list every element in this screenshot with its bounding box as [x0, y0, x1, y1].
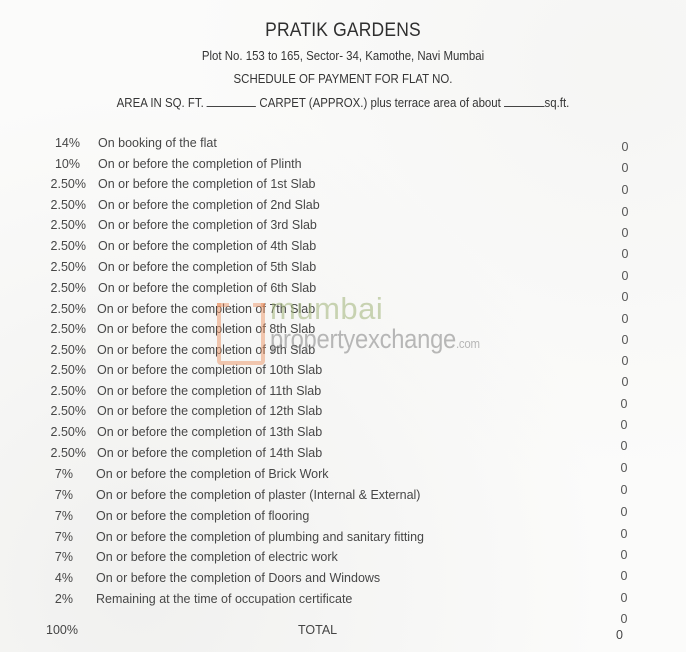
row-description: On or before the completion of 12th Slab	[97, 404, 323, 418]
row-amount: 0	[620, 548, 628, 562]
row-amount: 0	[621, 247, 629, 261]
total-label: TOTAL	[298, 623, 338, 637]
watermark-propertyexchange-text: propertyexchange	[270, 324, 456, 354]
row-amount: 0	[621, 375, 629, 389]
row-description: On or before the completion of 11th Slab	[97, 384, 322, 398]
schedule-row	[0, 281, 686, 304]
schedule-row	[0, 157, 686, 177]
row-percent: 2.50%	[50, 446, 86, 460]
row-description: On or before the completion of 5th Slab	[98, 260, 317, 274]
row-amount: 0	[620, 612, 628, 626]
row-description: On or before the completion of 7th Slab	[97, 302, 316, 316]
schedule-row	[0, 177, 686, 197]
row-description: On or before the completion of plumbing and sanitary fitting	[96, 530, 424, 544]
row-amount: 0	[621, 161, 629, 175]
schedule-row	[0, 322, 686, 347]
row-description: On or before the completion of 1st Slab	[98, 177, 316, 191]
schedule-row	[0, 260, 686, 283]
row-description: On or before the completion of flooring	[96, 509, 310, 523]
row-percent: 2.50%	[50, 404, 86, 418]
row-amount: 0	[620, 569, 628, 583]
row-description: On or before the completion of 2nd Slab	[98, 198, 320, 212]
watermark-tld: .com	[455, 336, 480, 351]
area-line	[41, 94, 645, 110]
row-description: On or before the completion of 10th Slab	[97, 363, 323, 377]
area-middle: CARPET (APPROX.) plus terrace area of about	[259, 95, 501, 110]
row-percent: 2.50%	[50, 218, 86, 232]
project-address: Plot No. 153 to 165, Sector- 34, Kamothe, Navi Mumbai	[201, 48, 485, 63]
row-amount: 0	[620, 505, 628, 519]
row-description: On or before the completion of 3rd Slab	[98, 218, 317, 232]
row-amount: 0	[620, 591, 628, 605]
schedule-row	[0, 592, 686, 626]
row-amount: 0	[621, 205, 629, 219]
row-percent: 7%	[54, 467, 73, 481]
row-percent: 2.50%	[50, 302, 86, 316]
row-percent: 2.50%	[50, 384, 86, 398]
row-amount: 0	[621, 354, 629, 368]
schedule-title: SCHEDULE OF PAYMENT FOR FLAT NO.	[233, 71, 453, 86]
row-description: On or before the completion of 9th Slab	[97, 343, 316, 357]
schedule-row	[0, 136, 686, 156]
row-description: On or before the completion of electric work	[96, 550, 338, 564]
row-amount: 0	[621, 312, 629, 326]
schedule-row	[0, 302, 686, 326]
row-description: On or before the completion of 13th Slab	[97, 425, 323, 439]
row-percent: 14%	[54, 136, 80, 150]
row-percent: 7%	[54, 530, 73, 544]
watermark-mumbai: mumbai	[270, 291, 384, 326]
row-amount: 0	[620, 483, 628, 497]
row-percent: 10%	[54, 157, 80, 171]
row-percent: 2.50%	[50, 322, 86, 336]
row-description: On or before the completion of 14th Slab	[97, 446, 323, 460]
schedule-row	[0, 218, 686, 238]
row-amount: 0	[621, 140, 629, 154]
row-description: On or before the completion of 8th Slab	[97, 322, 316, 336]
row-description: On booking of the flat	[98, 136, 217, 150]
row-amount: 0	[620, 397, 628, 411]
row-description: On or before the completion of Brick Work	[96, 467, 329, 481]
row-percent: 7%	[54, 488, 73, 502]
row-amount: 0	[621, 290, 629, 304]
row-percent: 2.50%	[50, 260, 86, 274]
row-amount: 0	[620, 527, 628, 541]
row-amount: 0	[621, 333, 629, 347]
row-percent: 2.50%	[50, 177, 86, 191]
schedule-row	[0, 343, 686, 368]
row-amount: 0	[621, 183, 629, 197]
row-amount: 0	[621, 269, 629, 283]
row-percent: 4%	[54, 571, 73, 585]
row-amount: 0	[620, 461, 628, 475]
area-prefix: AREA IN SQ. FT.	[116, 95, 204, 110]
row-description: On or before the completion of 4th Slab	[98, 239, 317, 253]
row-percent: 2.50%	[50, 198, 86, 212]
row-percent: 2.50%	[50, 239, 86, 253]
row-percent: 2.50%	[50, 425, 86, 439]
row-percent: 2%	[54, 592, 73, 606]
row-description: On or before the completion of Doors and Windows	[96, 571, 381, 585]
project-title: PRATIK GARDENS	[265, 20, 421, 41]
row-amount: 0	[620, 418, 628, 432]
row-description: On or before the completion of plaster (Internal & External)	[96, 488, 421, 502]
row-description: Remaining at the time of occupation certificate	[96, 592, 353, 606]
total-amount: 0	[616, 628, 623, 642]
row-description: On or before the completion of 6th Slab	[98, 281, 317, 295]
row-percent: 2.50%	[50, 281, 86, 295]
row-percent: 7%	[54, 550, 73, 564]
row-percent: 7%	[54, 509, 73, 523]
area-suffix: sq.ft.	[544, 95, 570, 110]
row-percent: 2.50%	[50, 363, 86, 377]
total-row	[0, 623, 686, 643]
row-percent: 2.50%	[50, 343, 86, 357]
terrace-area-blank	[504, 94, 544, 107]
row-description: On or before the completion of Plinth	[98, 157, 302, 171]
schedule-row	[0, 363, 686, 389]
row-amount: 0	[620, 439, 628, 453]
area-blank	[207, 94, 256, 107]
total-percent: 100%	[46, 623, 78, 637]
row-amount: 0	[621, 226, 629, 240]
schedule-row	[0, 239, 686, 259]
schedule-row	[0, 198, 686, 218]
